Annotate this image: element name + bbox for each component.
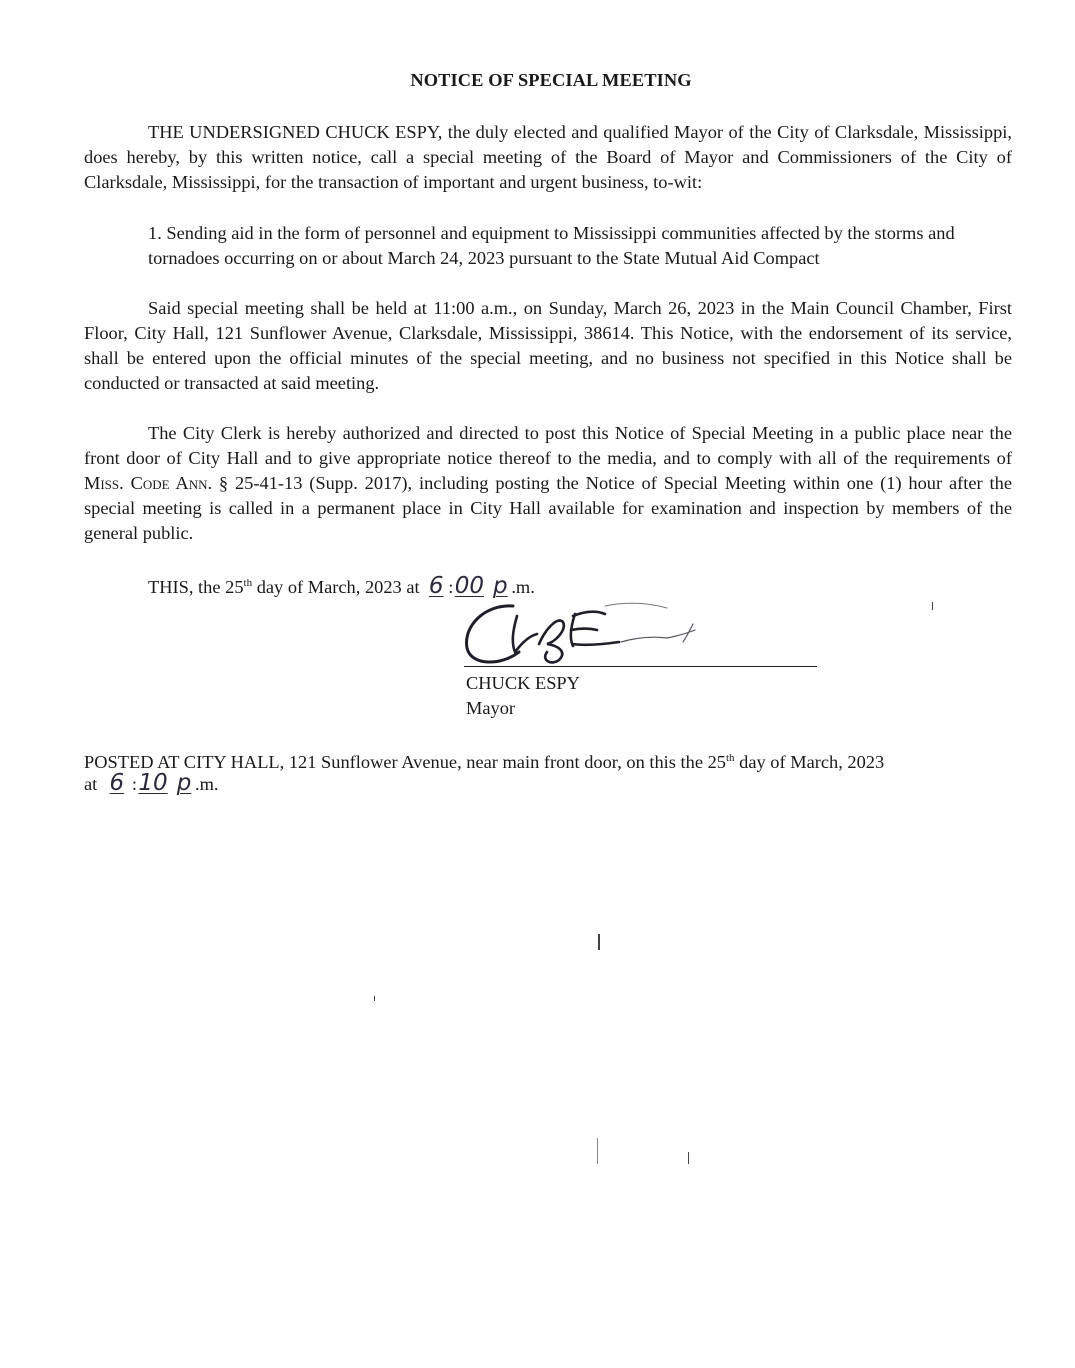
signature-line [464, 666, 817, 667]
scan-mark [932, 602, 933, 610]
dated-line: THIS, the 25th day of March, 2023 at 6 :00 p .m. [148, 573, 535, 600]
posted-handwritten-hour: 6 [109, 770, 125, 796]
posted-line: POSTED AT CITY HALL, 121 Sunflower Avenue, near main front door, on this the 25th day of March, 2023 [84, 752, 885, 773]
scan-mark [374, 996, 375, 1001]
scan-mark [688, 1152, 689, 1164]
meeting-details-paragraph: Said special meeting shall be held at 11:00 a.m., on Sunday, March 26, 2023 in the Main Council Chamber, First Floor, City Hall, 121 Sunflower Avenue, Clarksdale, Mississippi, 38614. This Notice, with the endorsement of its service, shall be entered upon the official minutes of the special meeting, and no business not specified in this Notice shall be conducted or transacted at said meeting. [84, 298, 1012, 393]
posted-time-line: at 6 :10 p .m. [84, 770, 219, 796]
document-title: NOTICE OF SPECIAL MEETING [410, 70, 692, 90]
scan-mark [597, 1138, 598, 1164]
posted-handwritten-minute: 10 [138, 770, 168, 796]
signer-name: CHUCK ESPY [466, 673, 580, 693]
clerk-text-part2: § 25-41-13 (Supp. 2017), including posting the Notice of Special Meeting within one (1) hour after the special meeting is called in a permanent place in City Hall available for examination and inspection by members of the general public. [84, 473, 1012, 543]
opening-paragraph: THE UNDERSIGNED CHUCK ESPY, the duly elected and qualified Mayor of the City of Clarksdale, Mississippi, does hereby, by this written notice, call a special meeting of the Board of Mayor and Commissioners of the City of Clarksdale, Mississippi, for the transaction of important and urgent business, to-wit: [84, 122, 1012, 192]
clerk-instructions-paragraph [84, 421, 1012, 546]
statute-citation: Miss. Code Ann. [84, 473, 213, 493]
signer-title: Mayor [466, 698, 516, 718]
agenda-item-1: 1. Sending aid in the form of personnel and equipment to Mississippi communities affected by the storms and tornadoes occurring on or about March 24, 2023 pursuant to the State Mutual Aid Compact [148, 223, 955, 268]
clerk-text-part1: The City Clerk is hereby authorized and directed to post this Notice of Special Meeting in a public place near the front door of City Hall and to give appropriate notice thereof to the media, and to comply with all of the requirements of [84, 423, 1012, 468]
posted-handwritten-ampm: p [176, 770, 192, 796]
handwritten-ampm: p [493, 573, 508, 600]
scan-mark [598, 934, 600, 950]
handwritten-minute: 00 [454, 573, 484, 600]
handwritten-hour: 6 [428, 573, 444, 600]
mayor-signature [455, 586, 715, 676]
